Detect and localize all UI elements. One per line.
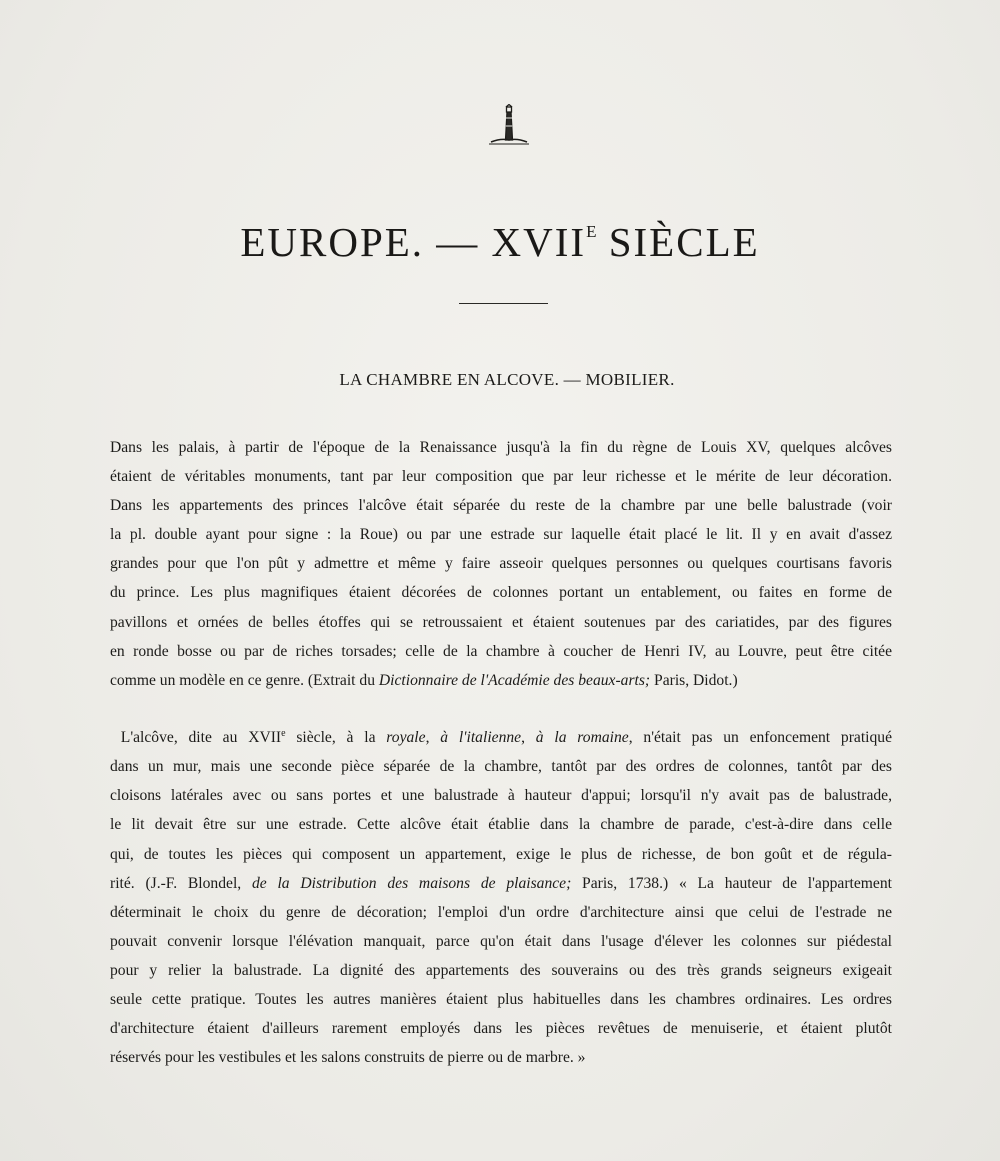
text-line: seule cette pratique. Toutes les autres manières étaient plus habituelles dans les chambres ordinaires. Les ordres	[110, 991, 892, 1009]
title-divider	[459, 303, 548, 304]
text-line: réservés pour les vestibules et les salons construits de pierre ou de marbre. »	[110, 1049, 586, 1067]
text-line: du prince. Les plus magnifiques étaient décorées de colonnes portant un entablement, ou faites en forme de	[110, 584, 892, 602]
text-line: pour y relier la balustrade. La dignité des appartements des souverains ou des très grands seigneurs exigeait	[110, 961, 892, 979]
text-line: pavillons et ornées de belles étoffes qui se retroussaient et étaient soutenues par des cariatides, par des figures	[110, 613, 892, 631]
text-line: qui, de toutes les pièces qui composent un appartement, exige le plus de richesse, de bon goût et de régula-	[110, 845, 892, 863]
text-line: cloisons latérales avec ou sans portes et une balustrade à hauteur d'appui; lorsqu'il n'y avait pas de balustrade,	[110, 787, 892, 805]
text-line: pouvait convenir lorsque l'élévation manquait, parce qu'on était dans l'usage d'élever les colonnes sur piédestal	[110, 932, 892, 950]
paragraph-1	[110, 433, 892, 695]
text-line: Dans les palais, à partir de l'époque de la Renaissance jusqu'à la fin du règne de Louis XV, quelques alcôves	[110, 439, 892, 456]
citation-title: Dictionnaire de l'Académie des beaux-arts;	[378, 671, 651, 689]
paragraph-2	[110, 719, 892, 1072]
text-line: L'alcôve, dite au XVIIe siècle, à la royale, à l'italienne, à la romaine, n'était pas un enfoncement pratiqué	[120, 728, 893, 747]
text-line: d'architecture étaient d'ailleurs rarement employés dans les pièces revêtues de menuiserie, et étaient plutôt	[110, 1020, 892, 1038]
text-line: grandes pour que l'on pût y admettre et même y faire asseoir quelques personnes ou quelques courtisans favoris	[110, 555, 892, 573]
text-line: rité. (J.-F. Blondel, de la Distribution des maisons de plaisance; Paris, 1738.) « La hauteur de l'appartement	[110, 874, 892, 892]
citation-title: de la Distribution des maisons de plaisance;	[251, 874, 572, 892]
text-line: étaient de véritables monuments, tant par leur composition que par leur richesse et le mérite de leur décoration.	[110, 468, 892, 486]
section-subtitle: LA CHAMBRE EN ALCOVE. — MOBILIER.	[339, 370, 675, 389]
text-line: dans un mur, mais une seconde pièce séparée de la chambre, tantôt par des ordres de colonnes, tantôt par des	[110, 758, 892, 776]
page-title: EUROPE. — $XVII^E$ SIÈCLE	[240, 219, 760, 265]
text-line: en ronde bosse ou par de riches torsades; celle de la chambre à coucher de Henri IV, au Louvre, peut être citée	[110, 642, 892, 660]
text-line: le lit devait être sur une estrade. Cette alcôve était établie dans la chambre de parade, c'est-à-dire dans celle	[110, 816, 892, 834]
text-line: Dans les appartements des princes l'alcôve était séparée du reste de la chambre par une belle balustrade (voir	[110, 497, 892, 515]
lighthouse-icon	[487, 104, 531, 148]
text-line: la pl. double ayant pour signe : la Roue) ou par une estrade sur laquelle était placé le lit. Il y en avait d'assez	[110, 526, 892, 544]
text-line: déterminait le choix du genre de décoration; l'emploi d'un ordre d'architecture ainsi que celui de l'estrade ne	[110, 903, 892, 921]
text-line: comme un modèle en ce genre. (Extrait du Dictionnaire de l'Académie des beaux-arts; Paris, Didot.)	[110, 671, 738, 689]
